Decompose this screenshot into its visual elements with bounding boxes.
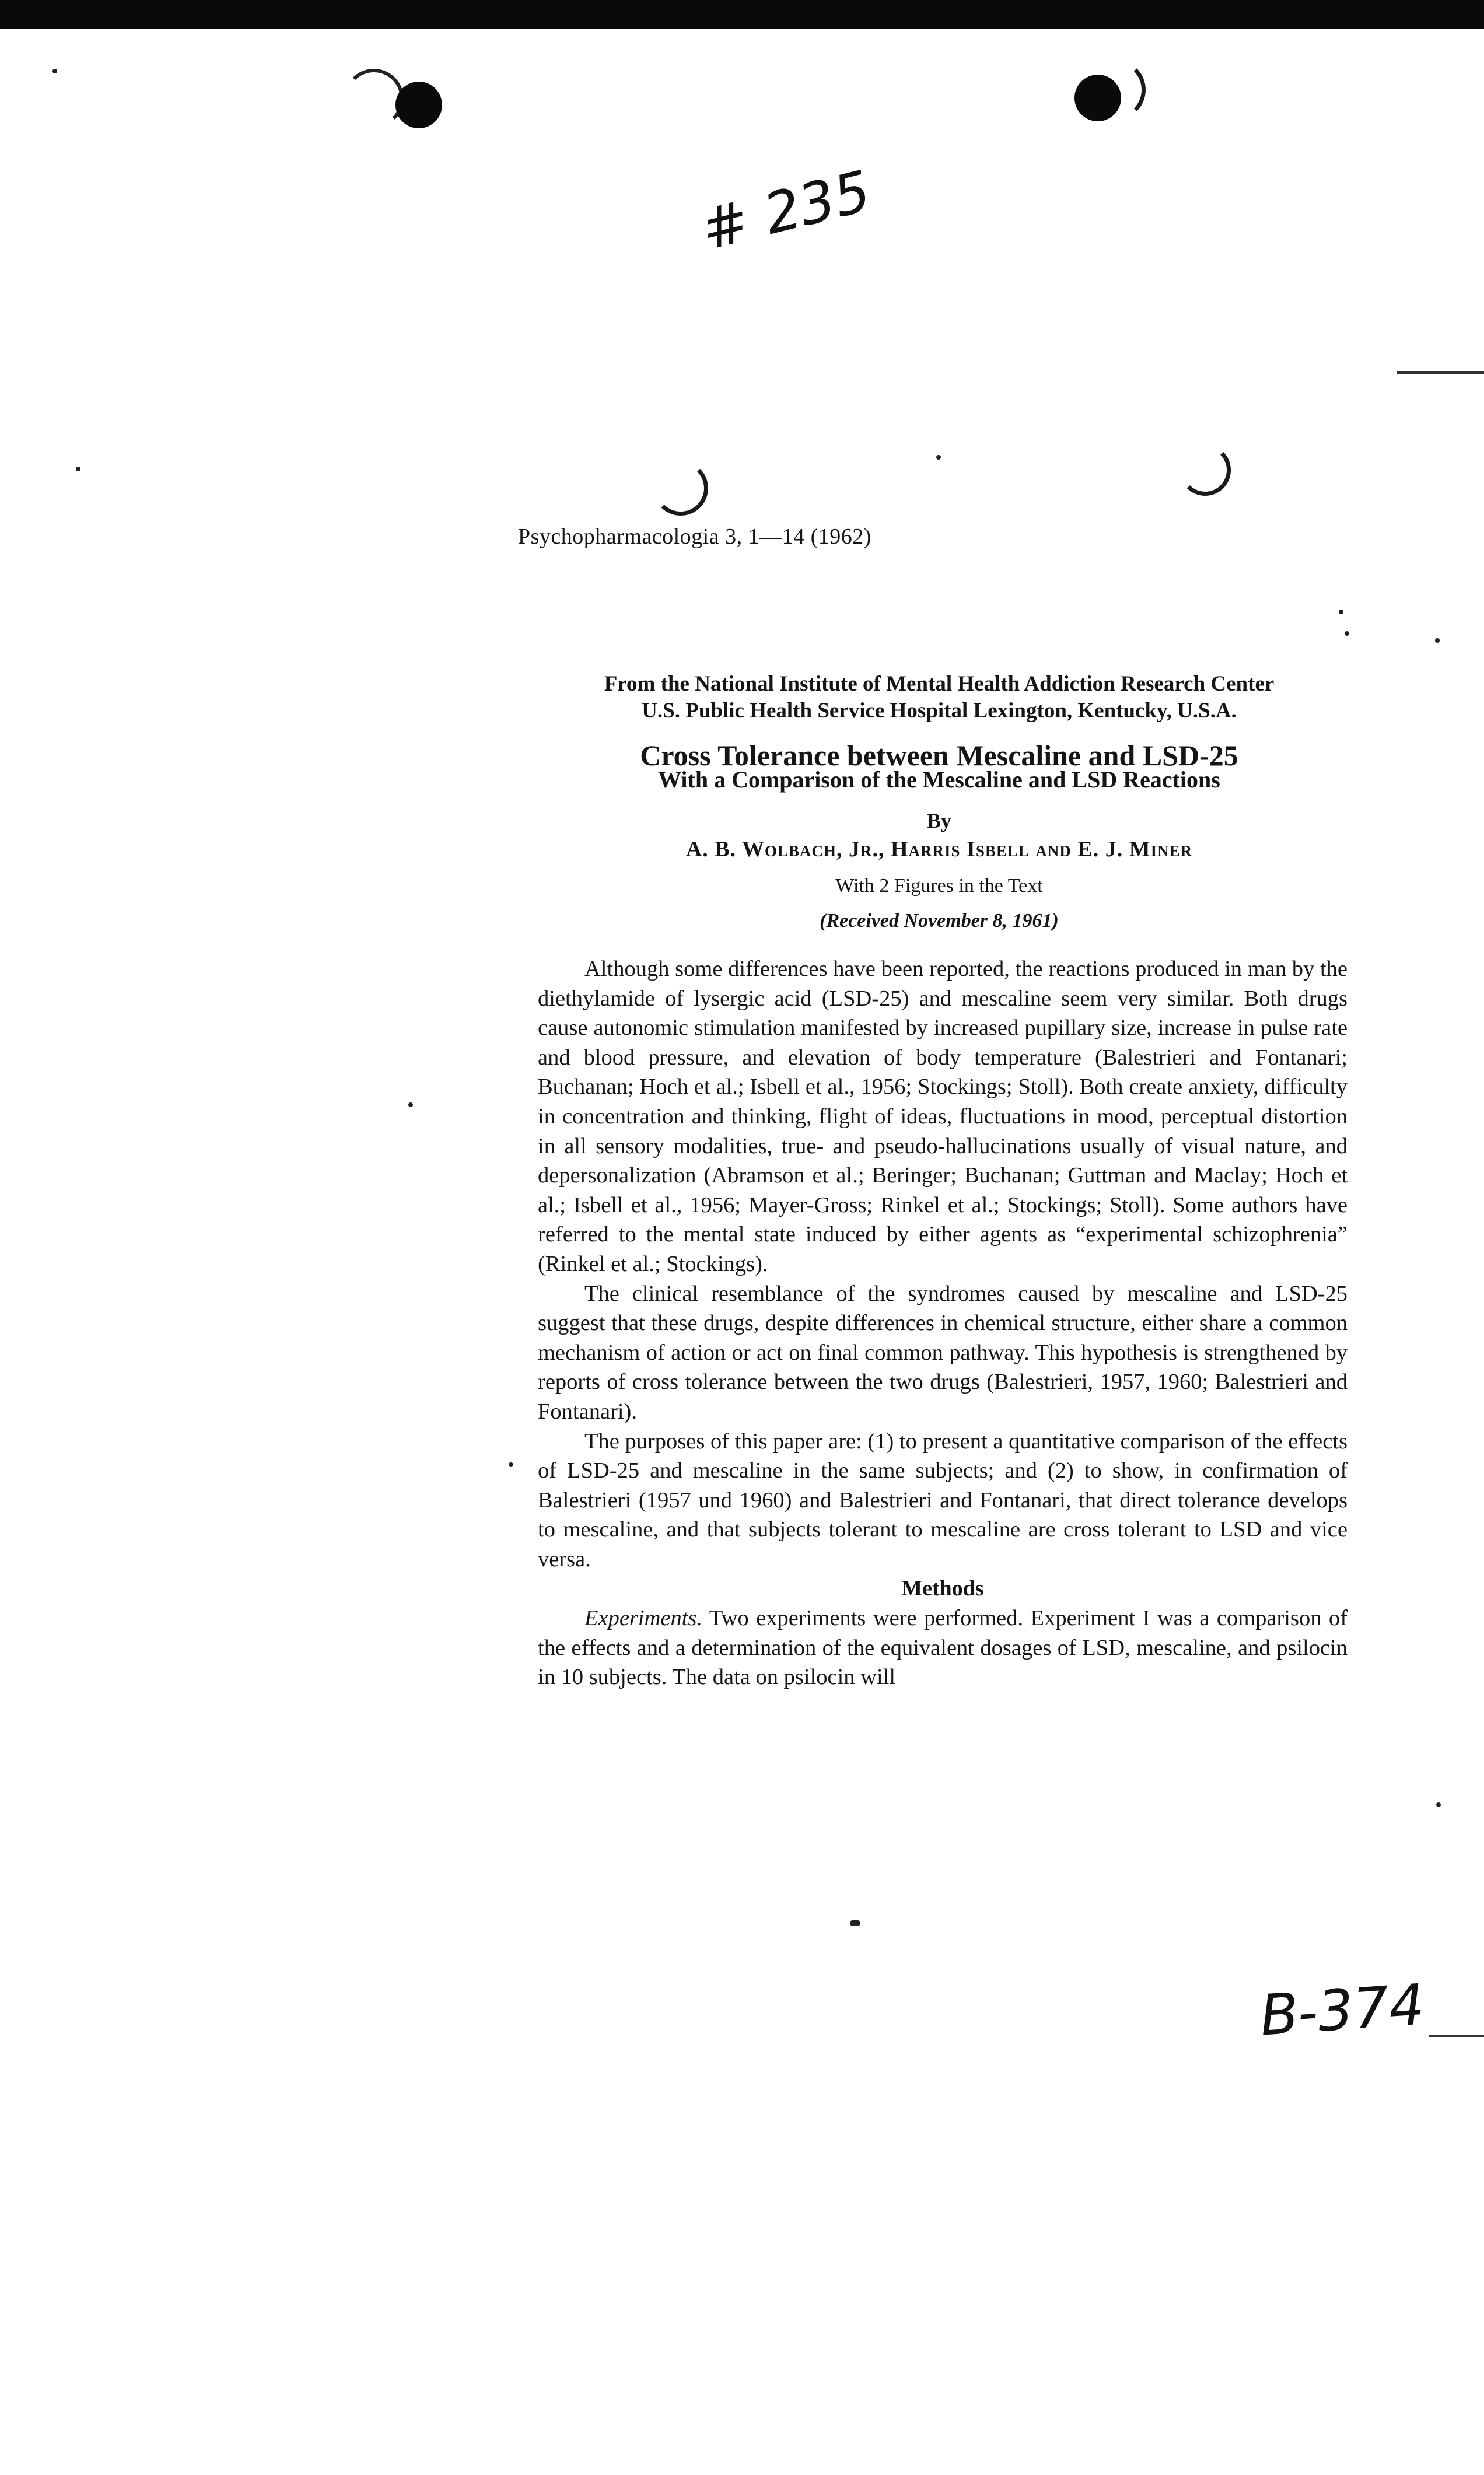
paragraph-text: Two experiments were performed. Experiment I was a comparison of the effects and a determination of the equivalent dosages of LSD, mescaline, and psilocin in 10 subjects. The data on psilocin will bbox=[538, 1606, 1348, 1690]
punch-hole-outline-left bbox=[344, 69, 404, 128]
scan-speck bbox=[1436, 1802, 1441, 1807]
journal-citation: Psychopharmacologia 3, 1—14 (1962) bbox=[518, 524, 872, 549]
article-body bbox=[538, 954, 1348, 1692]
scan-speck bbox=[1345, 631, 1349, 636]
section-heading-methods: Methods bbox=[901, 1576, 984, 1601]
paragraph-lead-in: Experiments. bbox=[584, 1606, 703, 1631]
scan-speck bbox=[408, 1102, 413, 1107]
scan-speck bbox=[52, 69, 57, 73]
staple-mark-right bbox=[1180, 444, 1231, 496]
punch-hole-left bbox=[396, 82, 442, 128]
scan-top-border bbox=[0, 0, 1484, 29]
handwritten-number: # 235 bbox=[694, 158, 877, 263]
paper-title: Cross Tolerance between Mescaline and LSD-25 bbox=[640, 739, 1238, 772]
authors: A. B. Wolbach, Jr., Harris Isbell and E. J. Miner bbox=[685, 837, 1193, 862]
scan-speck bbox=[1339, 610, 1343, 614]
institution-line: From the National Institute of Mental Health Addiction Research Center bbox=[604, 672, 1275, 696]
scan-edge-mark-top bbox=[1397, 371, 1484, 374]
catalog-number: B-374 bbox=[1258, 1972, 1427, 2049]
paragraph: The clinical resemblance of the syndromes caused by mescaline and LSD-25 suggest that these drugs, despite differences in chemical structure, either share a common mechanism of action or act on final common pathway. This hypothesis is strengthened by reports of cross tolerance between the two drugs (Balestrieri, 1957, 1960; Balestrieri and Fontanari). bbox=[538, 1281, 1348, 1424]
scan-speck bbox=[509, 1462, 513, 1467]
paragraph: Although some differences have been reported, the reactions produced in man by the diethylamide of lysergic acid (LSD-25) and mescaline seem very similar. Both drugs cause autonomic stimulation manifested by increased pupillary size, increase in pulse rate and blood pressure, and elevation of body temperature (Balestrieri and Fontanari; Buchanan; Hoch et al.; Isbell et al., 1956; Stockings; Stoll). Both create anxiety, difficulty in concentration and thinking, flight of ideas, fluctuations in mood, perceptual distortion in all sensory modalities, true- and pseudo-hallucinations usually of visual nature, and depersonalization (Abramson et al.; Beringer; Buchanan; Guttman and Maclay; Hoch et al.; Isbell et al., 1956; Mayer-Gross; Rinkel et al.; Stockings; Stoll). Some authors have referred to the mental state induced by either agents as “experimental schizophrenia” (Rinkel et al.; Stockings). bbox=[538, 957, 1348, 1276]
figures-note: With 2 Figures in the Text bbox=[835, 875, 1043, 897]
institution-line: U.S. Public Health Service Hospital Lexington, Kentucky, U.S.A. bbox=[642, 699, 1237, 723]
institution bbox=[525, 671, 1353, 724]
paper-subtitle: With a Comparison of the Mescaline and LSD Reactions bbox=[658, 766, 1220, 793]
staple-mark-left bbox=[653, 461, 708, 516]
scan-edge-mark-bottom bbox=[1429, 2035, 1484, 2037]
punch-hole-outline-right bbox=[1085, 59, 1146, 120]
received-date: (Received November 8, 1961) bbox=[820, 910, 1059, 932]
paragraph: The purposes of this paper are: (1) to present a quantitative comparison of the effects of LSD-25 and mescaline in the same subjects; and (2) to show, in confirmation of Balestrieri (1957 und 1960) and Balestrieri and Fontanari, that direct tolerance develops to mescaline, and that subjects tolerant to mescaline are cross tolerant to LSD and vice versa. bbox=[538, 1429, 1348, 1571]
scan-speck bbox=[1435, 638, 1440, 643]
byline: By bbox=[926, 809, 951, 832]
scan-speck bbox=[76, 467, 80, 471]
scan-speck bbox=[850, 1920, 860, 1926]
scan-speck bbox=[936, 455, 941, 460]
paragraph bbox=[538, 1604, 1348, 1692]
